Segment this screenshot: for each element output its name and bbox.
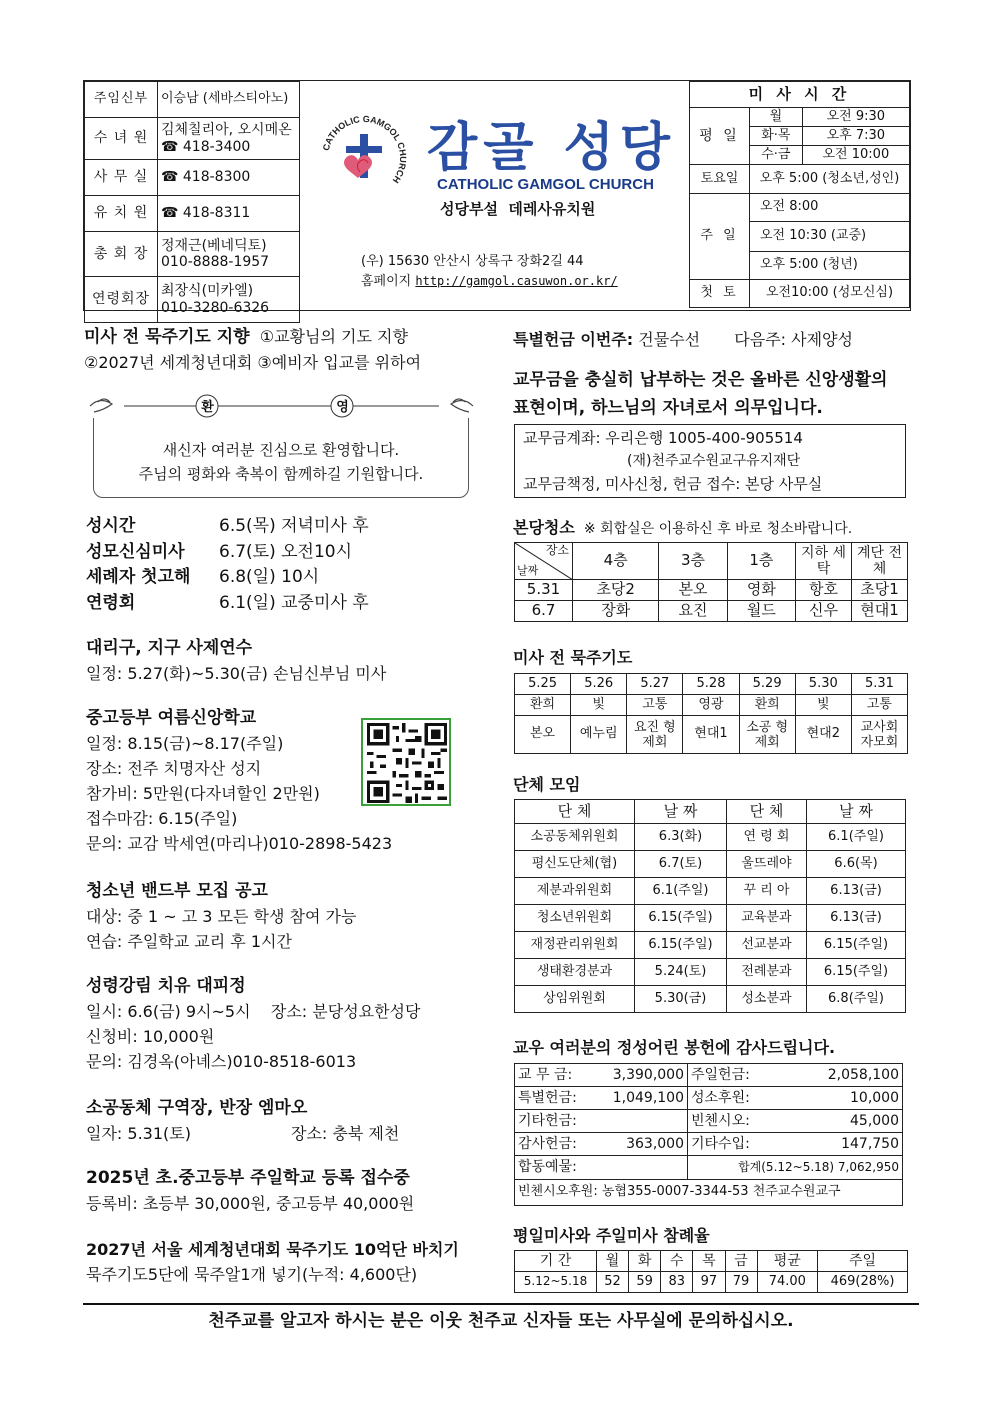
- meeting-date: 6.15(주일): [635, 932, 727, 959]
- notice-line: 등록비: 초등부 30,000원, 중고등부 40,000원: [86, 1194, 415, 1213]
- cleaning-table: [514, 542, 908, 622]
- meeting-date: 6.15(주일): [807, 932, 906, 959]
- meeting-date: 6.15(주일): [807, 959, 906, 986]
- rosary-mystery: 환희: [739, 695, 795, 716]
- church-logo-icon: [318, 112, 410, 204]
- tithe-message: [513, 366, 887, 422]
- welcome-line: 주님의 평화와 축복이 함께하길 기원합니다.: [138, 465, 424, 483]
- meeting-date: 6.6(목): [807, 851, 906, 878]
- notice-title: 성령강림 치유 대피정: [86, 976, 246, 996]
- special-offering-label: 특별헌금 이번주:: [513, 330, 634, 349]
- attendance-cell: 74.00: [757, 1272, 817, 1293]
- church-name-en: CATHOLIC GAMGOL CHURCH: [437, 176, 654, 193]
- offering-amount: [581, 1110, 688, 1133]
- mass-times-table: [689, 81, 910, 308]
- meeting-date: 6.7(토): [635, 851, 727, 878]
- cleaning-cell: 요진: [659, 601, 727, 622]
- rosary-mystery: 빛: [795, 695, 851, 716]
- footer-rule: [83, 1303, 919, 1305]
- meeting-group: 선교분과: [727, 932, 807, 959]
- meeting-date: 6.8(주일): [807, 986, 906, 1013]
- church-name: 감골 성당: [427, 118, 677, 178]
- offering-amount: 3,390,000: [581, 1064, 688, 1087]
- tithe-account: 교무금계좌: 우리은행 1005-400-905514: [523, 429, 803, 447]
- offering-label: 특별헌금:: [515, 1087, 581, 1110]
- first-sat-label: 첫 토: [690, 280, 750, 308]
- tithe-office: 교무금책정, 미사신청, 헌금 접수: 본당 사무실: [523, 475, 823, 493]
- cleaning-cell: 초당1: [852, 580, 908, 601]
- offering-label: 합동예물:: [515, 1156, 688, 1180]
- homepage-label: 홈페이지: [361, 274, 412, 289]
- notice-sunday-school: [86, 1166, 414, 1216]
- meetings-title: 단체 모임: [513, 775, 581, 794]
- saturday-time: 오후 5:00 (청소년,성인): [750, 165, 910, 194]
- offering-amount: 45,000: [758, 1110, 903, 1133]
- cleaning-cell: 영화: [727, 580, 795, 601]
- cleaning-title: 본당청소: [513, 518, 575, 537]
- meeting-group: 청소년위원회: [515, 905, 635, 932]
- rosary-mystery: 고통: [851, 695, 907, 716]
- notice-retreat: [86, 636, 386, 686]
- cleaning-header: 3층: [659, 543, 727, 580]
- notice-line: [86, 999, 420, 1024]
- footer-notice: 천주교를 알고자 하시는 분은 이웃 천주교 신자들 또는 사무실에 문의하십시오.: [208, 1311, 794, 1331]
- meeting-date: 6.3(화): [635, 824, 727, 851]
- meeting-group: 소공동체위원회: [515, 824, 635, 851]
- event-row: [86, 540, 369, 566]
- meeting-group: 울뜨레야: [727, 851, 807, 878]
- special-offering-next-week: 사제양성: [791, 330, 853, 349]
- funeral-name: 최장식(미카엘): [161, 283, 254, 300]
- attendance-cell: 97: [693, 1272, 725, 1293]
- notice-line: 신청비: 10,000원: [86, 1027, 215, 1046]
- offering-amount: 1,049,100: [581, 1087, 688, 1110]
- notice-summer-school: [86, 706, 392, 856]
- convent-names: 김체칠리아, 오시메온: [161, 122, 292, 139]
- meeting-group: 교육분과: [727, 905, 807, 932]
- rosary-mystery: 고통: [627, 695, 683, 716]
- cleaning-cell: 항호: [796, 580, 852, 601]
- cleaning-header: 계단 전체: [852, 543, 908, 580]
- meeting-group: 재정관리위원회: [515, 932, 635, 959]
- event-name: 성모신심미사: [86, 541, 185, 562]
- weekday-time: 오후 7:30: [802, 127, 909, 146]
- rosary-date: 5.29: [739, 674, 795, 695]
- meeting-group: 제분과위원회: [515, 878, 635, 905]
- meeting-group: 꾸 리 아: [727, 878, 807, 905]
- event-name: 성시간: [86, 516, 136, 536]
- special-offering-this-week: 건물수선: [638, 330, 701, 349]
- tithe-line: 표현이며, 하느님의 자녀로서 의무입니다.: [513, 398, 823, 418]
- notice-line: 참가비: 5만원(다자녀할인 2만원): [86, 784, 320, 803]
- notice-line: 접수마감: 6.15(주일): [86, 809, 238, 828]
- annex-name: 데레사유치원: [508, 200, 596, 218]
- meeting-date: 6.13(금): [807, 878, 906, 905]
- convent-info: [158, 118, 300, 160]
- offering-label: 빈첸시오:: [688, 1110, 758, 1133]
- attendance-header: 기 간: [515, 1251, 597, 1272]
- tithe-line: 교무금을 충실히 납부하는 것은 올바른 신앙생활의: [513, 370, 888, 390]
- welcome-left-char: 환: [201, 400, 214, 415]
- president-phone: 010-8888-1957: [161, 254, 270, 270]
- attendance-cell: 59: [629, 1272, 661, 1293]
- vincent-account: 빈첸시오후원: 농협355-0007-3344-53 천주교수원교구: [515, 1180, 903, 1206]
- rosary-date: 5.30: [795, 674, 851, 695]
- meetings-header: 날 짜: [807, 800, 906, 824]
- events-list: [86, 514, 369, 616]
- notice-title: 대리구, 지구 사제연수: [86, 638, 253, 658]
- rosary-schedule-table: [514, 673, 908, 754]
- cleaning-header: 지하 세탁: [796, 543, 852, 580]
- rosary-date: 5.26: [571, 674, 627, 695]
- president-info: [158, 232, 300, 277]
- label-office: 사 무 실: [85, 160, 158, 196]
- cleaning-header: 1층: [727, 543, 795, 580]
- emmaus-place: 장소: 충북 제천: [291, 1124, 400, 1143]
- event-row: [86, 591, 369, 617]
- weekday-day: 화·목: [750, 127, 803, 146]
- sunday-time: 오전 10:30 (교중): [750, 222, 910, 252]
- label-funeral: 연령회장: [85, 277, 158, 323]
- notice-line: 연습: 주일학교 교리 후 1시간: [86, 932, 292, 951]
- homepage-link[interactable]: http://gamgol.casuwon.or.kr/: [415, 274, 618, 288]
- notice-title: 2025년 초.중고등부 주일학교 등록 접수중: [86, 1168, 410, 1188]
- rosary-intention-item1: ①교황님의 기도 지향: [259, 327, 408, 346]
- cleaning-header: 4층: [573, 543, 659, 580]
- attendance-header: 화: [629, 1251, 661, 1272]
- label-kindergarten: 유 치 원: [85, 196, 158, 232]
- offering-label: 성소후원:: [688, 1087, 758, 1110]
- kindergarten-phone: ☎ 418-8311: [158, 196, 300, 232]
- notice-line: 일정: 8.15(금)~8.17(주일): [86, 734, 284, 753]
- event-value: 6.1(일) 교중미사 후: [219, 592, 369, 613]
- rosary-group: 현대2: [795, 716, 851, 754]
- meetings-header: 단 체: [727, 800, 807, 824]
- tithe-foundation: (재)천주교수원교구유지재단: [627, 453, 801, 469]
- welcome-line: 새신자 여러분 진심으로 환영합니다.: [162, 441, 400, 459]
- cleaning-cell: 본오: [659, 580, 727, 601]
- notice-line: 문의: 김경옥(아녜스)010-8518-6013: [86, 1052, 357, 1071]
- rosary-date: 5.31: [851, 674, 907, 695]
- offering-label: 기타헌금:: [515, 1110, 581, 1133]
- attendance-cell: 469(28%): [818, 1272, 908, 1293]
- tithe-account-box: [514, 424, 906, 498]
- rosary-intention-title: 미사 전 묵주기도 지향: [84, 327, 250, 347]
- funeral-phone: 010-3280-6326: [161, 299, 270, 316]
- sunday-label: 주 일: [690, 194, 750, 280]
- healing-place: 장소: 분당성요한성당: [270, 1002, 421, 1021]
- rosary-intention-line1: [84, 324, 504, 350]
- meeting-date: 6.1(주일): [807, 824, 906, 851]
- weekday-day: 월: [750, 108, 803, 127]
- meeting-date: 5.30(금): [635, 986, 727, 1013]
- rosary-date: 5.25: [515, 674, 571, 695]
- rosary-group: 현대1: [683, 716, 739, 754]
- notice-line: 문의: 교감 박세연(마리나)010-2898-5423: [86, 834, 393, 853]
- meeting-date: 5.24(토): [635, 959, 727, 986]
- rosary-group: 교사회 자모회: [851, 716, 907, 754]
- offering-label: 기타수입:: [688, 1133, 758, 1156]
- rosary-date: 5.27: [627, 674, 683, 695]
- offerings-title: 교우 여러분의 정성어린 봉헌에 감사드립니다.: [513, 1038, 836, 1057]
- saturday-label: 토요일: [690, 165, 750, 194]
- offering-total: 합계(5.12~5.18) 7,062,950: [688, 1156, 903, 1180]
- attendance-title: 평일미사와 주일미사 참례율: [513, 1226, 710, 1245]
- notice-title: 2027년 서울 세계청년대회 묵주기도 10억단 바치기: [86, 1240, 459, 1259]
- notice-line: 장소: 전주 치명자산 성지: [86, 759, 262, 778]
- welcome-right-char: 영: [336, 400, 349, 415]
- welcome-text: [93, 438, 469, 486]
- offering-amount: 147,750: [758, 1133, 903, 1156]
- attendance-cell: 79: [725, 1272, 757, 1293]
- offering-amount: 10,000: [758, 1087, 903, 1110]
- cleaning-cell: 신우: [796, 601, 852, 622]
- rosary-group: 예누림: [571, 716, 627, 754]
- meeting-group: 성소분과: [727, 986, 807, 1013]
- office-phone: ☎ 418-8300: [158, 160, 300, 196]
- attendance-header: 주일: [818, 1251, 908, 1272]
- cleaning-note: ※ 회합실은 이용하신 후 바로 청소바랍니다.: [583, 521, 853, 537]
- kindergarten-annex: [440, 198, 595, 219]
- special-offering: [513, 327, 853, 350]
- meeting-group: 평신도단체(협): [515, 851, 635, 878]
- meetings-header: 단 체: [515, 800, 635, 824]
- sunday-time: 오후 5:00 (청년): [750, 252, 910, 280]
- mass-times-title: 미 사 시 간: [690, 82, 910, 108]
- special-offering-next-label: 다음주:: [734, 330, 787, 349]
- weekday-time: 오전 9:30: [802, 108, 909, 127]
- offering-label: 주일헌금:: [688, 1064, 758, 1087]
- notice-line: [86, 1121, 399, 1146]
- annex-prefix: 성당부설: [440, 200, 498, 218]
- attendance-cell: 52: [597, 1272, 629, 1293]
- weekday-label: 평 일: [690, 108, 750, 165]
- meetings-table: [514, 799, 906, 1013]
- convent-phone: ☎ 418-3400: [161, 138, 251, 155]
- attendance-header: 평균: [757, 1251, 817, 1272]
- rosary-intention: [84, 324, 504, 375]
- meeting-date: 6.13(금): [807, 905, 906, 932]
- homepage: [361, 270, 618, 289]
- cleaning-cell: 초당2: [573, 580, 659, 601]
- pastor-name: 이승남 (세바스티아노): [158, 82, 300, 118]
- weekday-day: 수·금: [750, 146, 803, 165]
- president-name: 정재근(베네딕토): [161, 237, 267, 254]
- label-convent: 수 녀 원: [85, 118, 158, 160]
- healing-date: 일시: 6.6(금) 9시~5시: [86, 1002, 251, 1021]
- notice-line: 일정: 5.27(화)~5.30(금) 손님신부님 미사: [86, 664, 387, 683]
- attendance-header: 월: [597, 1251, 629, 1272]
- attendance-cell: 83: [661, 1272, 693, 1293]
- label-pastor: 주임신부: [85, 82, 158, 118]
- offerings-table: [514, 1063, 903, 1206]
- cleaning-cell: 현대1: [852, 601, 908, 622]
- event-row: [86, 514, 369, 540]
- event-row: [86, 565, 369, 591]
- svg-text:CATHOLIC GAMGOL CHURCH: CATHOLIC GAMGOL CHURCH: [320, 113, 409, 185]
- rosary-schedule-title: 미사 전 묵주기도: [513, 648, 633, 667]
- notice-wyd-rosary: [86, 1237, 459, 1287]
- meeting-group: 전례분과: [727, 959, 807, 986]
- attendance-header: 수: [661, 1251, 693, 1272]
- offering-amount: 2,058,100: [758, 1064, 903, 1087]
- corner-place: 장소: [545, 543, 569, 557]
- notice-emmaus: [86, 1096, 399, 1146]
- church-address: (우) 15630 안산시 상록구 장화2길 44: [361, 254, 584, 269]
- offering-label: 교 무 금:: [515, 1064, 581, 1087]
- notice-band: [86, 879, 356, 954]
- notice-healing-retreat: [86, 974, 420, 1074]
- qr-code[interactable]: [361, 718, 451, 806]
- notice-title: 청소년 밴드부 모집 공고: [86, 881, 268, 901]
- sunday-time: 오전 8:00: [750, 194, 910, 222]
- rosary-group: 소공 형제회: [739, 716, 795, 754]
- event-value: 6.7(토) 오전10시: [219, 541, 353, 562]
- welcome-ornament-icon: [84, 392, 479, 420]
- meeting-group: 상임위원회: [515, 986, 635, 1013]
- qr-code-icon: [366, 723, 448, 803]
- meeting-date: 6.15(주일): [635, 905, 727, 932]
- event-name: 연령회: [86, 592, 136, 613]
- rosary-date: 5.28: [683, 674, 739, 695]
- offering-label: 감사헌금:: [515, 1133, 581, 1156]
- cleaning-cell: 월드: [727, 601, 795, 622]
- meetings-header: 날 짜: [635, 800, 727, 824]
- notice-title: 중고등부 여름신앙학교: [86, 708, 257, 728]
- event-value: 6.8(일) 10시: [219, 567, 320, 587]
- cleaning-cell: 5.31: [515, 580, 573, 601]
- label-president: 총 회 장: [85, 232, 158, 277]
- notice-title: 소공동체 구역장, 반장 엠마오: [86, 1098, 308, 1118]
- attendance-cell: 5.12~5.18: [515, 1272, 597, 1293]
- meeting-date: 6.1(주일): [635, 878, 727, 905]
- offering-amount: 363,000: [581, 1133, 688, 1156]
- rosary-mystery: 빛: [571, 695, 627, 716]
- attendance-header: 금: [725, 1251, 757, 1272]
- first-sat-time: 오전10:00 (성모신심): [750, 280, 910, 308]
- emmaus-date: 일자: 5.31(토): [86, 1124, 191, 1143]
- cleaning-corner: [515, 543, 573, 580]
- rosary-group: 요진 형제회: [627, 716, 683, 754]
- rosary-intention-line2: ②2027년 세계청년대회 ③예비자 입교를 위하여: [84, 353, 422, 372]
- funeral-info: [158, 277, 300, 323]
- attendance-table: [514, 1250, 908, 1293]
- contact-table: [84, 81, 300, 323]
- cleaning-title-row: [513, 515, 852, 540]
- rosary-mystery: 환희: [515, 695, 571, 716]
- corner-date: 날짜: [517, 564, 539, 578]
- meeting-group: 생태환경분과: [515, 959, 635, 986]
- cleaning-cell: 장화: [573, 601, 659, 622]
- rosary-mystery: 영광: [683, 695, 739, 716]
- meeting-group: 연 령 회: [727, 824, 807, 851]
- event-name: 세례자 첫고해: [86, 567, 191, 587]
- notice-line: 대상: 중 1 ~ 고 3 모든 학생 참여 가능: [86, 907, 357, 926]
- event-value: 6.5(목) 저녁미사 후: [219, 516, 369, 536]
- cleaning-cell: 6.7: [515, 601, 573, 622]
- rosary-group: 본오: [515, 716, 571, 754]
- weekday-time: 오전 10:00: [802, 146, 909, 165]
- attendance-header: 목: [693, 1251, 725, 1272]
- notice-line: 묵주기도5단에 묵주알1개 넣기(누적: 4,600단): [86, 1265, 418, 1284]
